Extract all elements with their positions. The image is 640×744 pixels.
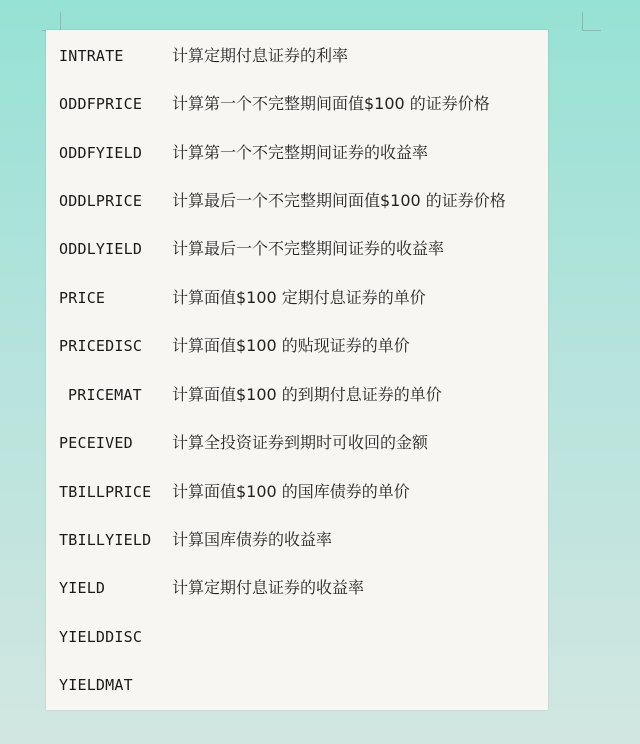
function-name: YIELDMAT — [59, 676, 133, 694]
function-row — [46, 673, 548, 697]
function-name: TBILLYIELD — [59, 531, 152, 549]
function-name: ODDLYIELD — [59, 240, 143, 258]
function-name: INTRATE — [59, 47, 124, 65]
function-row — [46, 286, 548, 310]
function-name: TBILLPRICE — [59, 483, 152, 501]
function-name: PECEIVED — [59, 434, 133, 452]
function-row — [46, 334, 548, 358]
function-description: 计算第一个不完整期间面值$100 的证券价格 — [172, 94, 490, 113]
function-description: 计算面值$100 的国库债券的单价 — [172, 482, 410, 501]
function-row — [46, 92, 548, 116]
function-row — [46, 44, 548, 68]
function-description: 计算定期付息证券的利率 — [172, 46, 349, 65]
function-description: 计算国库债券的收益率 — [172, 530, 333, 549]
function-description: 计算最后一个不完整期间面值$100 的证券价格 — [172, 191, 506, 210]
function-name: PRICEMAT — [68, 386, 142, 404]
function-row — [46, 528, 548, 552]
function-description: 计算全投资证券到期时可收回的金额 — [172, 433, 429, 452]
page-corner-mark-top-left — [42, 12, 61, 31]
function-name: ODDLPRICE — [59, 192, 143, 210]
function-row — [46, 576, 548, 600]
function-name: PRICEDISC — [59, 337, 143, 355]
function-row — [46, 237, 548, 261]
function-row — [46, 431, 548, 455]
function-description: 计算面值$100 的贴现证券的单价 — [172, 336, 410, 355]
function-description: 计算第一个不完整期间证券的收益率 — [172, 143, 429, 162]
function-description: 计算最后一个不完整期间证券的收益率 — [172, 239, 445, 258]
function-name: YIELDDISC — [59, 628, 143, 646]
function-description: 计算定期付息证券的收益率 — [172, 578, 365, 597]
function-name: ODDFYIELD — [59, 144, 143, 162]
function-description: 计算面值$100 定期付息证券的单价 — [172, 288, 426, 307]
document-page — [46, 30, 548, 710]
function-description: 计算面值$100 的到期付息证券的单价 — [172, 385, 442, 404]
function-row — [46, 625, 548, 649]
function-row — [46, 480, 548, 504]
function-name: PRICE — [59, 289, 106, 307]
function-row — [46, 189, 548, 213]
function-row — [46, 383, 548, 407]
function-name: YIELD — [59, 579, 106, 597]
function-name: ODDFPRICE — [59, 95, 143, 113]
function-row — [46, 141, 548, 165]
page-corner-mark-top-right — [582, 12, 601, 31]
